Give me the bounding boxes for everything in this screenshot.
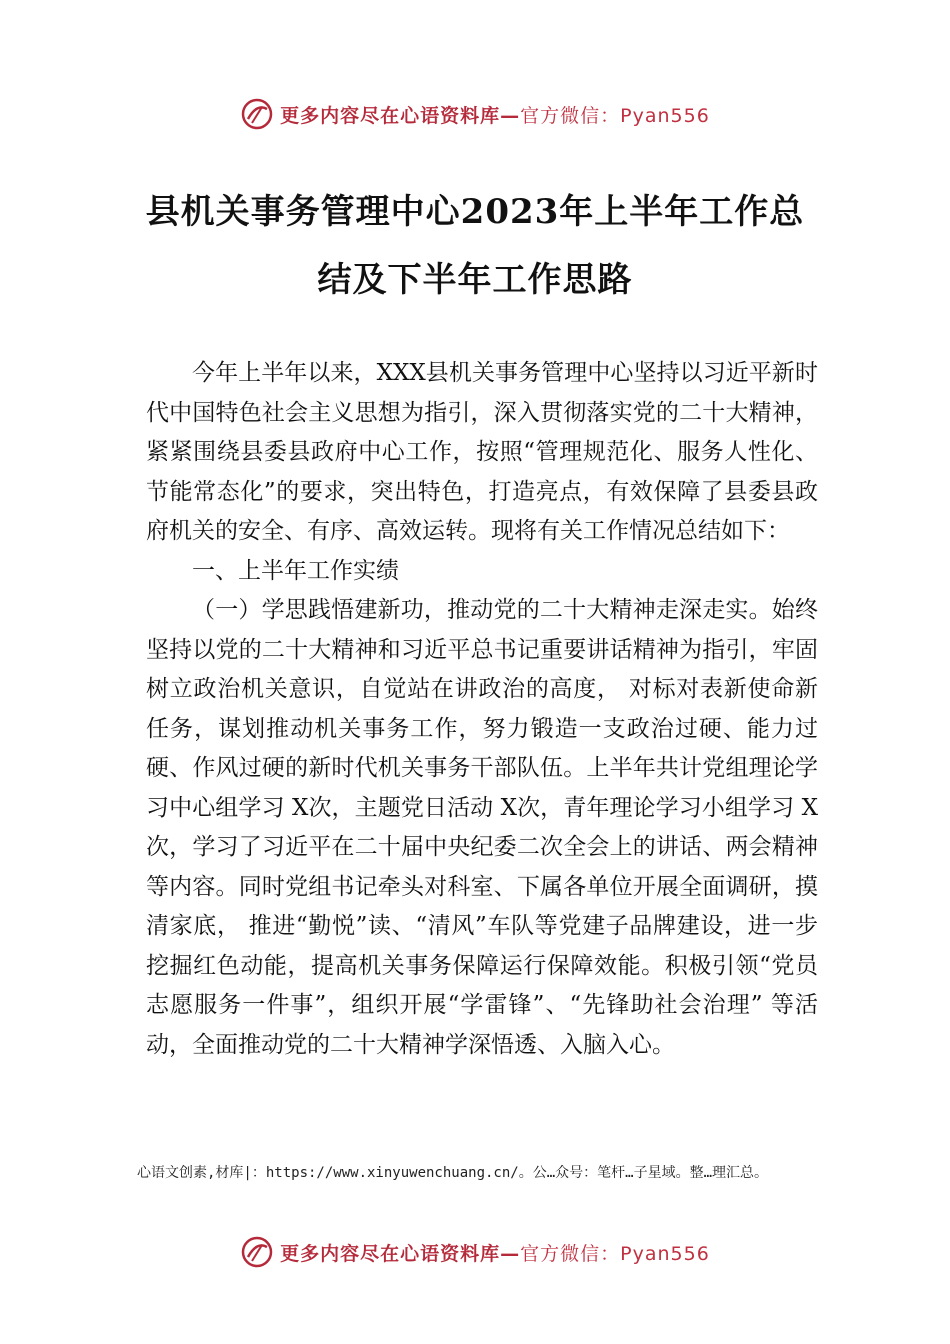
- banner-text: [280, 101, 710, 128]
- document-title: [140, 178, 810, 314]
- brand-logo-icon: [240, 97, 274, 131]
- banner-dash: —: [500, 1242, 521, 1265]
- section-1-paragraph: （一）学思践悟建新功，推动党的二十大精神走深走实。始终坚持以党的二十大精神和习近平总书记重要讲话精神为指引，牢固树立政治机关意识，自觉站在讲政治的高度， 对标对表新使命新任务，谋划推动机关事务工作，努力锻造一支政治过硬、能力过硬、作风过硬的新时代机关事务干部队伍。上半年共计党组理论学习中心组学习 X次，主题党日活动 X次，青年理论学习小组学习 X次，学习了习近平在二十届中央纪委二次全会上的讲话、两会精神等内容。同时党组书记牵头对科室、下属各单位开展全面调研，摸清家底， 推进“勤悦”读、“清风”车队等党建子品牌建设，进一步挖掘红色动能，提高机关事务保障运行保障效能。积极引领“党员志愿服务一件事”，组织开展“学雷锋”、“先锋助社会治理” 等活动，全面推动党的二十大精神学深悟透、入脑入心。: [146, 597, 818, 1058]
- banner-text: [280, 1239, 710, 1266]
- intro-paragraph: 今年上半年以来，XXX县机关事务管理中心坚持以习近平新时代中国特色社会主义思想为指引，深入贯彻落实党的二十大精神，紧紧围绕县委县政府中心工作，按照“管理规范化、服务人性化、节能常态化”的要求，突出特色，打造亮点，有效保障了县委县政府机关的安全、有序、高效运转。现将有关工作情况总结如下：: [146, 360, 818, 544]
- banner-dash: —: [500, 104, 521, 127]
- section-heading: 一、上半年工作实绩: [192, 557, 399, 584]
- banner-wechat: 官方微信：Pyan556: [520, 1242, 710, 1265]
- brand-logo-icon: [240, 1235, 274, 1269]
- document-body: [146, 354, 818, 1065]
- title-line-2: 结及下半年工作思路: [317, 260, 633, 300]
- footer-banner: [0, 1232, 950, 1272]
- header-banner: [0, 94, 950, 134]
- banner-wechat: 官方微信：Pyan556: [520, 104, 710, 127]
- banner-main: 更多内容尽在心语资料库: [280, 104, 501, 127]
- title-line-1: 县机关事务管理中心2023年上半年工作总: [145, 192, 805, 232]
- source-footnote: 心语文创素,材库|：https://www.xinyuwenchuang.cn/。公…众号：笔杆…子星域。整…理汇总。: [137, 1165, 769, 1181]
- banner-main: 更多内容尽在心语资料库: [280, 1242, 501, 1265]
